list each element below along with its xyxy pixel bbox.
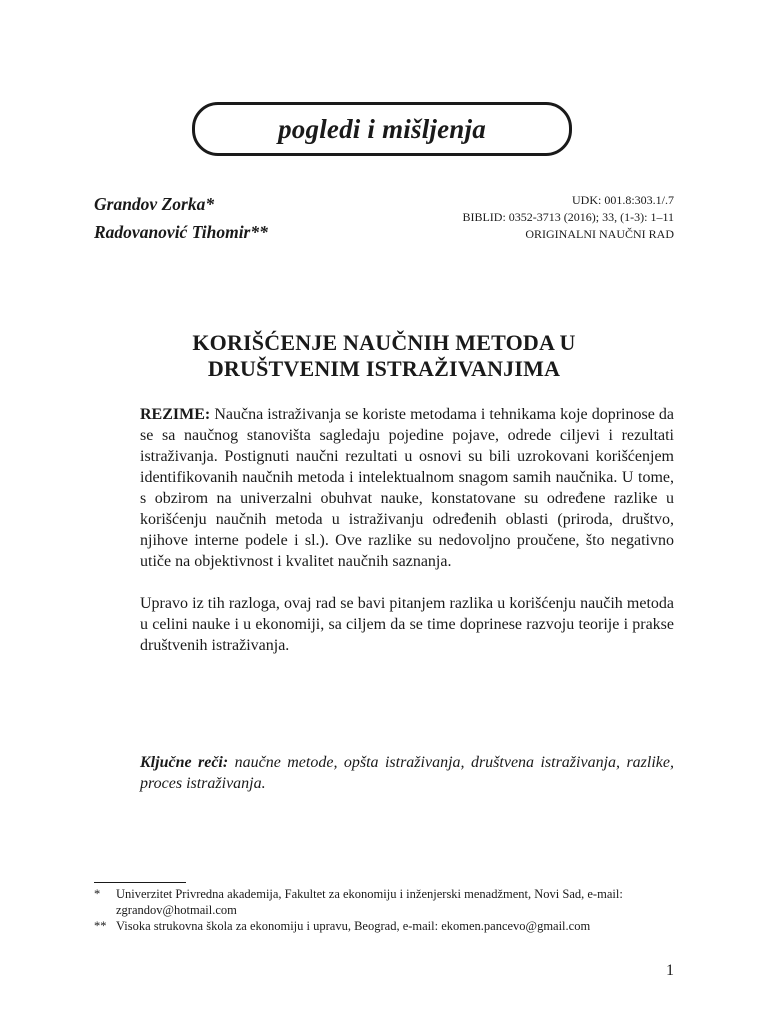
section-banner <box>192 102 572 156</box>
keywords <box>140 752 674 794</box>
author-1: Grandov Zorka* <box>94 194 215 214</box>
footnote-2 <box>94 918 676 934</box>
abstract-text-1: Naučna istraživanja se koriste metodama i tehnikama koje doprinose da se sa naučnog stanovišta sagledaju pojedine pojave, odrede ciljevi i rezultati istraživanja. Postignuti naučni rezultati u osnovi su bili uzrokovani korišćenjem identifikovanih naučnih metoda i intelektualnom snagom samih naučnika. U tome, s obzirom na univerzalni obuhvat nauke, konstatovane su određene razlike u korišćenju naučnih metoda u istraživanju određenih oblasti (priroda, društvo, njihove interne podele i sl.). Ove razlike su nedovoljno proučene, što negativno utiče na objektivnost i kvalitet naučnih saznanja. <box>140 406 674 570</box>
footnote-1 <box>94 886 676 918</box>
keywords-text: naučne metode, opšta istraživanja, društvena istraživanja, razlike, proces istraživanja. <box>140 754 674 792</box>
page-number: 1 <box>666 962 674 979</box>
footnote-text: Univerzitet Privredna akademija, Fakultet za ekonomiju i inženjerski menadžment, Novi Sad, e-mail: zgrandov@hotmail.com <box>116 887 623 917</box>
title-line-2: DRUŠTVENIM ISTRAŽIVANJIMA <box>207 356 561 381</box>
abstract <box>140 404 674 656</box>
article-title <box>94 330 674 382</box>
author-list <box>94 190 268 246</box>
footnote-mark: * <box>94 887 101 901</box>
abstract-label: REZIME: <box>140 406 211 423</box>
footnote-text: Visoka strukovna škola za ekonomiju i upravu, Beograd, e-mail: ekomen.pancevo@gmail.com <box>116 919 591 933</box>
author-2: Radovanović Tihomir** <box>94 222 268 242</box>
footnote-divider <box>94 882 186 883</box>
footnotes <box>94 886 676 934</box>
abstract-paragraph-1 <box>140 404 674 572</box>
biblid-code: BIBLID: 0352-3713 (2016); 33, (1-3): 1–11 <box>462 210 674 224</box>
keywords-label: Ključne reči: <box>140 754 229 771</box>
article-meta <box>462 192 674 243</box>
abstract-paragraph-2: Upravo iz tih razloga, ovaj rad se bavi pitanjem razlika u korišćenju naučih metoda u celini nauke i u ekonomiji, sa ciljem da se time doprinese razvoju teorije i prakse društvenih istraživanja. <box>140 595 674 654</box>
title-line-1: KORIŠĆENJE NAUČNIH METODA U <box>192 330 576 355</box>
udk-code: UDK: 001.8:303.1/.7 <box>572 193 674 207</box>
footnote-mark: ** <box>94 919 107 933</box>
article-type: ORIGINALNI NAUČNI RAD <box>525 227 674 241</box>
section-title: pogledi i mišljenja <box>278 113 486 144</box>
